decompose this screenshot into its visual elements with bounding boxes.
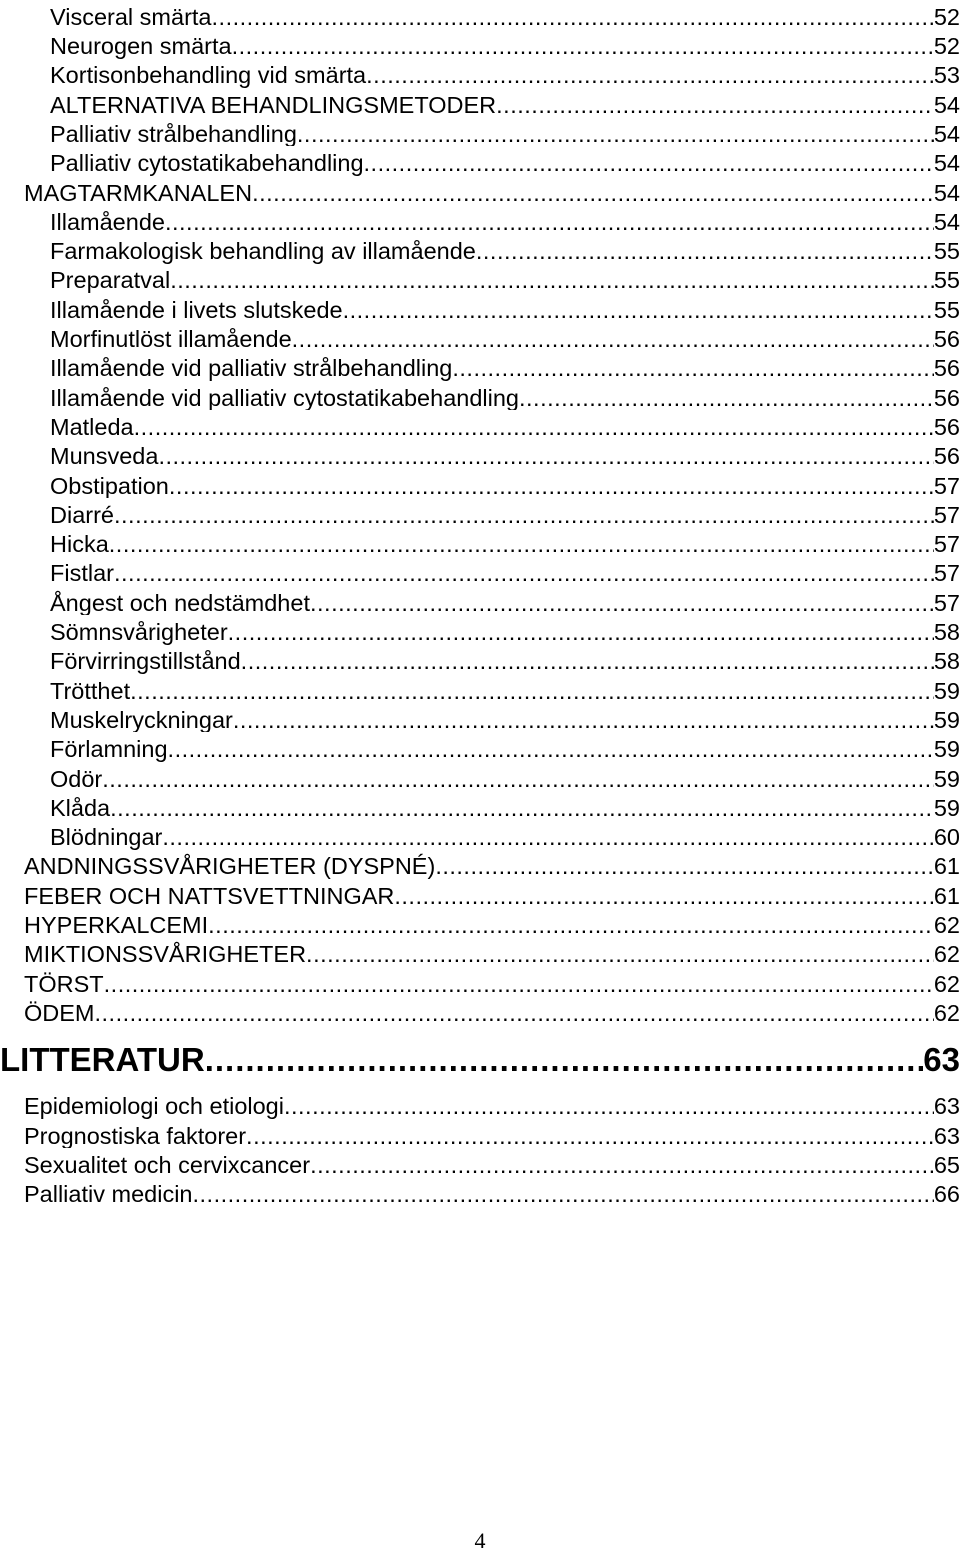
toc-dot-leader bbox=[519, 387, 934, 411]
toc-entry[interactable] bbox=[50, 615, 960, 644]
toc-entry-title: Visceral smärta bbox=[50, 3, 212, 30]
toc-entry-page: 59 bbox=[933, 765, 960, 792]
toc-entry-page: 54 bbox=[933, 208, 960, 235]
toc-entry-title: LITTERATUR bbox=[0, 1040, 205, 1076]
toc-entry[interactable] bbox=[50, 645, 960, 674]
toc-entry-page: 57 bbox=[933, 531, 960, 557]
toc-dot-leader bbox=[208, 914, 934, 938]
toc-entry-page: 55 bbox=[933, 296, 960, 323]
toc-entry[interactable] bbox=[50, 440, 960, 469]
toc-entry-page: 54 bbox=[933, 91, 960, 118]
toc-dot-leader bbox=[343, 299, 934, 323]
toc-dot-leader bbox=[114, 562, 934, 586]
toc-entry-page: 54 bbox=[933, 150, 960, 176]
toc-entry[interactable] bbox=[24, 1119, 960, 1148]
toc-entry[interactable] bbox=[0, 1036, 960, 1076]
toc-entry[interactable] bbox=[24, 908, 960, 937]
toc-dot-leader bbox=[246, 1125, 934, 1149]
toc-entry-title: Illamående vid palliativ strålbehandling bbox=[50, 355, 453, 381]
toc-dot-leader bbox=[205, 1043, 924, 1076]
toc-entry-title: ALTERNATIVA BEHANDLINGSMETODER bbox=[50, 91, 497, 118]
toc-dot-leader bbox=[168, 738, 934, 762]
toc-entry[interactable] bbox=[50, 557, 960, 586]
toc-entry-page: 65 bbox=[933, 1151, 960, 1178]
toc-entry-page: 52 bbox=[933, 33, 960, 59]
toc-dot-leader bbox=[306, 943, 934, 967]
toc-entry-page: 57 bbox=[933, 589, 960, 616]
toc-entry[interactable] bbox=[24, 938, 960, 967]
toc-entry[interactable] bbox=[50, 498, 960, 527]
toc-dot-leader bbox=[252, 182, 934, 206]
toc-entry-title: Förvirringstillstånd bbox=[50, 648, 241, 674]
toc-entry[interactable] bbox=[50, 117, 960, 146]
toc-dot-leader bbox=[310, 592, 934, 616]
toc-dot-leader bbox=[310, 1154, 934, 1178]
toc-entry-page: 54 bbox=[933, 179, 960, 206]
toc-entry[interactable] bbox=[50, 205, 960, 234]
toc-entry-title: Palliativ cytostatikabehandling bbox=[50, 150, 364, 176]
toc-dot-leader bbox=[394, 885, 933, 909]
toc-entry-title: Illamående vid palliativ cytostatikabehandling bbox=[50, 384, 519, 411]
toc-dot-leader bbox=[435, 855, 934, 879]
toc-entry-title: FEBER OCH NATTSVETTNINGAR bbox=[24, 882, 395, 909]
toc-entry[interactable] bbox=[50, 352, 960, 381]
toc-entry[interactable] bbox=[50, 264, 960, 293]
toc-entry[interactable] bbox=[24, 1090, 960, 1119]
toc-entry-title: Neurogen smärta bbox=[50, 33, 232, 59]
toc-entry[interactable] bbox=[50, 703, 960, 732]
toc-entry-title: Blödningar bbox=[50, 824, 163, 850]
page-number: 4 bbox=[474, 1528, 486, 1553]
toc-entry-page: 62 bbox=[933, 999, 960, 1026]
toc-entry-title: Fistlar bbox=[50, 560, 114, 586]
toc-dot-leader bbox=[102, 768, 934, 792]
toc-entry[interactable] bbox=[24, 1148, 960, 1177]
toc-entry-page: 63 bbox=[923, 1040, 960, 1076]
toc-entry-page: 57 bbox=[933, 560, 960, 586]
toc-entry-title: MIKTIONSSVÅRIGHETER bbox=[24, 941, 307, 967]
toc-dot-leader bbox=[165, 211, 934, 235]
toc-entry-title: ANDNINGSSVÅRIGHETER (DYSPNÉ) bbox=[24, 853, 436, 879]
toc-dot-leader bbox=[114, 504, 934, 528]
toc-entry-title: Preparatval bbox=[50, 267, 171, 293]
toc-entry-page: 56 bbox=[933, 413, 960, 440]
toc-entry[interactable] bbox=[50, 293, 960, 322]
toc-entry[interactable] bbox=[24, 176, 960, 205]
toc-entry-page: 55 bbox=[933, 267, 960, 293]
toc-dot-leader bbox=[297, 123, 934, 147]
toc-dot-leader bbox=[109, 533, 934, 557]
toc-entry-page: 53 bbox=[933, 62, 960, 88]
toc-entry-page: 54 bbox=[933, 120, 960, 147]
toc-entry-title: Odör bbox=[50, 765, 103, 792]
toc-entry-title: Kortisonbehandling vid smärta bbox=[50, 62, 367, 88]
toc-entry[interactable] bbox=[50, 88, 960, 117]
toc-entry-page: 62 bbox=[933, 912, 960, 938]
toc-entry-title: Illamående bbox=[50, 208, 165, 235]
toc-entry-page: 59 bbox=[933, 677, 960, 704]
toc-entry[interactable] bbox=[50, 674, 960, 703]
toc-entry-title: Obstipation bbox=[50, 472, 169, 499]
toc-entry-page: 57 bbox=[933, 501, 960, 528]
toc-entry-title: Hicka bbox=[50, 531, 109, 557]
toc-dot-leader bbox=[158, 445, 933, 469]
toc-entry[interactable] bbox=[24, 996, 960, 1025]
toc-dot-leader bbox=[452, 357, 934, 381]
toc-dot-leader bbox=[233, 709, 934, 733]
toc-entry[interactable] bbox=[50, 147, 960, 176]
toc-dot-leader bbox=[169, 475, 934, 499]
toc-entry-title: Farmakologisk behandling av illamående bbox=[50, 238, 476, 264]
toc-entry-page: 59 bbox=[933, 794, 960, 821]
toc-entry[interactable] bbox=[50, 29, 960, 58]
toc-entry-title: Illamående i livets slutskede bbox=[50, 296, 343, 323]
toc-entry-title: Prognostiska faktorer bbox=[24, 1122, 247, 1149]
toc-entry-title: Ångest och nedstämdhet bbox=[50, 589, 310, 616]
toc-entry[interactable] bbox=[50, 59, 960, 88]
toc-entry[interactable] bbox=[50, 381, 960, 410]
toc-dot-leader bbox=[241, 650, 934, 674]
toc-entry[interactable] bbox=[50, 0, 960, 29]
toc-entry[interactable] bbox=[24, 1177, 960, 1206]
toc-entry-title: Diarré bbox=[50, 501, 114, 528]
toc-entry-page: 59 bbox=[933, 736, 960, 762]
toc-entry-page: 62 bbox=[933, 941, 960, 967]
toc-dot-leader bbox=[192, 1183, 933, 1207]
toc-dot-leader bbox=[110, 797, 934, 821]
toc-entry-page: 57 bbox=[933, 472, 960, 499]
toc-entry[interactable] bbox=[50, 586, 960, 615]
toc-entry[interactable] bbox=[24, 850, 960, 879]
toc-entry[interactable] bbox=[50, 762, 960, 791]
toc-entry-title: Epidemiologi och etiologi bbox=[24, 1093, 284, 1119]
toc-dot-leader bbox=[130, 680, 934, 704]
toc-entry-page: 62 bbox=[933, 970, 960, 997]
toc-entry-title: ÖDEM bbox=[24, 999, 95, 1026]
toc-dot-leader bbox=[232, 35, 934, 59]
toc-entry-title: Palliativ medicin bbox=[24, 1181, 193, 1207]
toc-entry[interactable] bbox=[50, 791, 960, 820]
toc-dot-leader bbox=[366, 64, 934, 88]
toc-dot-leader bbox=[162, 826, 934, 850]
toc-dot-leader bbox=[134, 416, 934, 440]
toc-dot-leader bbox=[212, 6, 934, 30]
toc-entry-title: Palliativ strålbehandling bbox=[50, 120, 297, 147]
toc-dot-leader bbox=[170, 269, 934, 293]
toc-entry-title: Morfinutlöst illamående bbox=[50, 326, 292, 352]
toc-entry[interactable] bbox=[50, 527, 960, 556]
toc-entry-page: 58 bbox=[933, 648, 960, 674]
toc-entry-page: 56 bbox=[933, 326, 960, 352]
toc-entry-page: 60 bbox=[933, 824, 960, 850]
toc-entry-title: Muskelryckningar bbox=[50, 706, 233, 733]
toc-entry-title: HYPERKALCEMI bbox=[24, 912, 209, 938]
toc-entry-page: 63 bbox=[933, 1122, 960, 1149]
toc-entry-page: 56 bbox=[933, 384, 960, 411]
toc-dot-leader bbox=[228, 621, 934, 645]
toc-entry-page: 52 bbox=[933, 3, 960, 30]
toc-entry-page: 56 bbox=[933, 443, 960, 469]
toc-entry-page: 66 bbox=[933, 1181, 960, 1207]
toc-entry-page: 63 bbox=[933, 1093, 960, 1119]
toc-dot-leader bbox=[104, 973, 934, 997]
toc-entry[interactable] bbox=[50, 410, 960, 439]
toc-dot-leader bbox=[496, 94, 934, 118]
toc-dot-leader bbox=[476, 240, 934, 264]
toc-entry-title: Sömnsvårigheter bbox=[50, 619, 228, 645]
toc-entry[interactable] bbox=[24, 967, 960, 996]
toc-entry[interactable] bbox=[50, 820, 960, 849]
toc-entry[interactable] bbox=[50, 733, 960, 762]
toc-entry-title: MAGTARMKANALEN bbox=[24, 179, 253, 206]
toc-entry-title: Förlamning bbox=[50, 736, 168, 762]
toc-entry-page: 61 bbox=[933, 853, 960, 879]
toc-entry[interactable] bbox=[50, 322, 960, 351]
toc-entry-title: Sexualitet och cervixcancer bbox=[24, 1151, 311, 1178]
toc-entry-title: Trötthet bbox=[50, 677, 131, 704]
toc-dot-leader bbox=[292, 328, 934, 352]
toc-entry-title: TÖRST bbox=[24, 970, 104, 997]
toc-dot-leader bbox=[364, 152, 934, 176]
toc-entry-page: 55 bbox=[933, 238, 960, 264]
toc-entry-page: 58 bbox=[933, 619, 960, 645]
toc-entry[interactable] bbox=[24, 879, 960, 908]
toc-dot-leader bbox=[95, 1002, 934, 1026]
toc-entry-page: 59 bbox=[933, 706, 960, 733]
toc-entry-title: Klåda bbox=[50, 794, 111, 821]
toc-entry-title: Munsveda bbox=[50, 443, 159, 469]
toc-entry-page: 56 bbox=[933, 355, 960, 381]
toc-dot-leader bbox=[284, 1095, 934, 1119]
toc-entry[interactable] bbox=[50, 234, 960, 263]
toc-entry[interactable] bbox=[50, 469, 960, 498]
toc-entry-title: Matleda bbox=[50, 413, 134, 440]
toc-entry-page: 61 bbox=[933, 882, 960, 909]
